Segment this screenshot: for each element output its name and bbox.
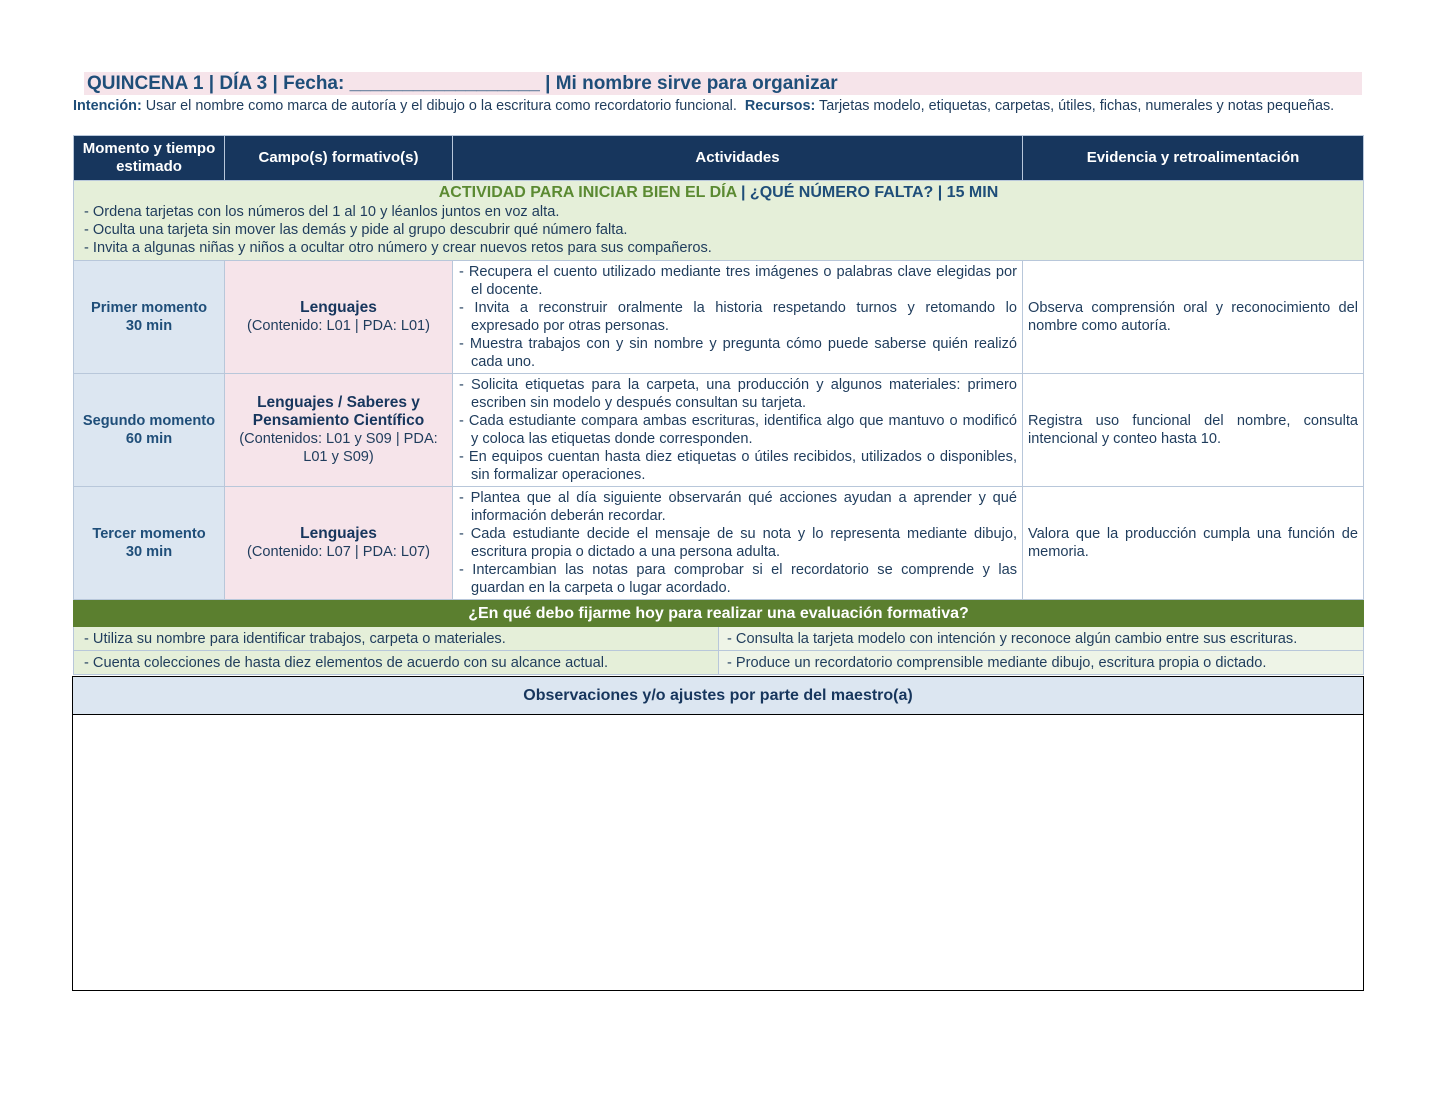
campo-name: Lenguajes / Saberes y Pensamiento Científico: [252, 394, 425, 429]
start-activity-row: [74, 181, 1364, 261]
intent-block: [73, 97, 1378, 115]
activity-item: - Muestra trabajos con y sin nombre y pregunta cómo puede saberse quién realizó cada uno.: [459, 336, 1017, 370]
start-activity-title: [84, 183, 1353, 203]
moment-row-3: [74, 487, 1364, 600]
observations-title: Observaciones y/o ajustes por parte del maestro(a): [73, 677, 1363, 715]
moment-cell: [74, 374, 225, 487]
intencion-text: Usar el nombre como marca de autoría y el dibujo o la escritura como recordatorio funcional.: [145, 98, 737, 114]
planning-table: [73, 135, 1364, 600]
moment-name: Tercer momento: [92, 526, 206, 542]
moment-time: 30 min: [125, 318, 173, 334]
campo-name: Lenguajes: [300, 299, 377, 316]
moment-name: Segundo momento: [82, 413, 216, 429]
activity-item: - Invita a reconstruir oralmente la historia respetando turnos y retomando lo expresado por otras personas.: [459, 300, 1017, 334]
moment-time: 30 min: [125, 544, 173, 560]
activities-cell: [453, 374, 1023, 487]
title-part-2: | Mi nombre sirve para organizar: [539, 73, 838, 94]
campo-contenido: (Contenidos: L01 y S09 | PDA: L01 y S09): [239, 431, 438, 465]
header-evidencia: Evidencia y retroalimentación: [1023, 136, 1364, 181]
evaluation-item: - Consulta la tarjeta modelo con intención y reconoce algún cambio entre sus escrituras.: [719, 627, 1364, 651]
moment-time: 60 min: [125, 431, 173, 447]
evidence-cell: Observa comprensión oral y reconocimiento del nombre como autoría.: [1023, 261, 1364, 374]
activities-cell: [453, 487, 1023, 600]
header-actividades: Actividades: [453, 136, 1023, 181]
activity-item: - Cada estudiante decide el mensaje de su nota y lo representa mediante dibujo, escritura propia o dictado a una persona adulta.: [459, 526, 1017, 560]
campo-cell: [225, 261, 453, 374]
header-campo: Campo(s) formativo(s): [225, 136, 453, 181]
start-activity-line: - Oculta una tarjeta sin mover las demás y pide al grupo descubrir qué número falta.: [84, 222, 628, 238]
start-activity-title-green: ACTIVIDAD PARA INICIAR BIEN EL DÍA: [438, 184, 737, 201]
campo-contenido: (Contenido: L07 | PDA: L07): [246, 544, 431, 560]
evaluation-title: ¿En qué debo fijarme hoy para realizar una evaluación formativa?: [74, 601, 1364, 627]
activity-item: - Cada estudiante compara ambas escrituras, identifica algo que mantuvo o modificó y coloca las etiquetas donde corresponden.: [459, 413, 1017, 447]
activity-item: - Intercambian las notas para comprobar si el recordatorio se comprende y las guardan en la carpeta o lugar acordado.: [459, 562, 1017, 596]
moment-row-1: [74, 261, 1364, 374]
title-part-1: QUINCENA 1 | DÍA 3 | Fecha:: [87, 73, 350, 94]
start-activity-line: - Invita a algunas niñas y niños a ocultar otro número y crear nuevos retos para sus compañeros.: [84, 240, 712, 256]
moment-name: Primer momento: [91, 300, 207, 316]
evaluation-item: - Utiliza su nombre para identificar trabajos, carpeta o materiales.: [74, 627, 719, 651]
recursos-text: Tarjetas modelo, etiquetas, carpetas, útiles, fichas, numerales y notas pequeñas.: [819, 98, 1335, 114]
page-title: [84, 72, 1362, 95]
evidence-cell: Valora que la producción cumpla una función de memoria.: [1023, 487, 1364, 600]
observations-box: [72, 676, 1364, 991]
start-activity-cell: [74, 181, 1364, 261]
campo-cell: [225, 374, 453, 487]
intencion-label: Intención:: [73, 98, 142, 114]
evaluation-table: [73, 600, 1364, 675]
campo-contenido: (Contenido: L01 | PDA: L01): [246, 318, 431, 334]
campo-cell: [225, 487, 453, 600]
recursos-label: Recursos:: [744, 98, 816, 114]
observations-area[interactable]: [73, 715, 1363, 991]
activity-item: - Solicita etiquetas para la carpeta, una producción y algunos materiales: primero escriben sin modelo y después consultan su tarjeta.: [459, 377, 1017, 411]
activity-item: - Recupera el cuento utilizado mediante tres imágenes o palabras clave elegidas por el docente.: [459, 264, 1017, 298]
evidence-cell: Registra uso funcional del nombre, consulta intencional y conteo hasta 10.: [1023, 374, 1364, 487]
start-activity-line: - Ordena tarjetas con los números del 1 al 10 y léanlos juntos en voz alta.: [84, 204, 560, 220]
start-activity-title-rest: | ¿QUÉ NÚMERO FALTA? | 15 MIN: [736, 184, 999, 201]
activities-cell: [453, 261, 1023, 374]
header-momento: Momento y tiempo estimado: [74, 136, 225, 181]
date-blank: __________________: [349, 73, 540, 94]
evaluation-item: - Produce un recordatorio comprensible mediante dibujo, escritura propia o dictado.: [719, 651, 1364, 675]
activity-item: - En equipos cuentan hasta diez etiquetas o útiles recibidos, utilizados o disponibles, sin formalizar operaciones.: [459, 449, 1017, 483]
table-header-row: [74, 136, 1364, 181]
moment-row-2: [74, 374, 1364, 487]
moment-cell: [74, 261, 225, 374]
evaluation-item: - Cuenta colecciones de hasta diez elementos de acuerdo con su alcance actual.: [74, 651, 719, 675]
moment-cell: [74, 487, 225, 600]
activity-item: - Plantea que al día siguiente observarán qué acciones ayudan a aprender y qué información deberán recordar.: [459, 490, 1017, 524]
campo-name: Lenguajes: [300, 525, 377, 542]
